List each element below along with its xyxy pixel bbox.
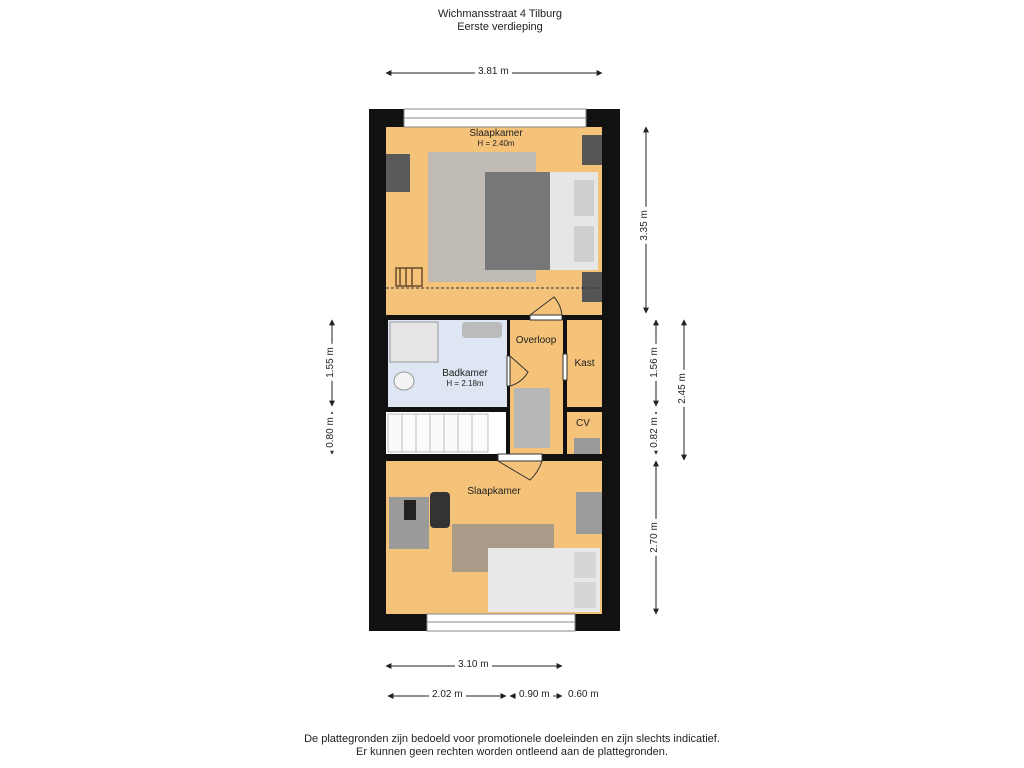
closet-label: Kast xyxy=(574,358,595,369)
chair-bottom xyxy=(430,492,450,528)
staircase xyxy=(388,414,488,452)
dim-right-top: 3.35 m xyxy=(639,207,650,244)
bathroom-height: H = 2.18m xyxy=(446,379,484,388)
bathroom-label xyxy=(415,368,515,388)
monitor xyxy=(404,500,416,520)
desk-top xyxy=(386,154,410,192)
disclaimer-line-1: De plattegronden zijn bedoeld voor promotionele doeleinden en zijn slechts indicatief. xyxy=(304,733,720,745)
floor-title: Eerste verdieping xyxy=(457,21,543,33)
dim-right-mid: 1.56 m xyxy=(649,344,660,381)
dim-bottom-width: 3.10 m xyxy=(455,659,492,670)
disclaimer-line-2: Er kunnen geen rechten worden ontleend aan de plattegronden. xyxy=(356,746,668,758)
dim-bottom-b: 0.90 m xyxy=(516,689,553,700)
dim-right-bottom: 2.70 m xyxy=(649,519,660,556)
bedroom-top-height: H = 2.40m xyxy=(477,139,515,148)
dim-bottom-a: 2.02 m xyxy=(429,689,466,700)
bedroom-top-label xyxy=(446,128,546,148)
address-title: Wichmansstraat 4 Tilburg xyxy=(437,8,563,20)
sink xyxy=(462,322,502,338)
nightstand-3 xyxy=(576,492,602,534)
toilet xyxy=(394,372,414,390)
dim-right-small: 0.82 m xyxy=(649,414,660,451)
boiler-label: CV xyxy=(576,418,590,429)
landing-rug xyxy=(514,388,550,448)
boiler-unit xyxy=(574,438,600,454)
dim-left-small: 0.80 m xyxy=(325,414,336,451)
dim-left-mid: 1.55 m xyxy=(325,344,336,381)
dim-top-width: 3.81 m xyxy=(475,66,512,77)
bedroom-top-name: Slaapkamer xyxy=(469,128,523,139)
nightstand-2 xyxy=(582,272,602,302)
dim-far-right: 2.45 m xyxy=(677,370,688,407)
landing-label: Overloop xyxy=(515,335,557,346)
nightstand-1 xyxy=(582,135,602,165)
bathroom-name: Badkamer xyxy=(442,368,488,379)
shower xyxy=(390,322,438,362)
dim-bottom-c: 0.60 m xyxy=(565,689,602,700)
bedroom-bottom-label: Slaapkamer xyxy=(467,486,521,497)
